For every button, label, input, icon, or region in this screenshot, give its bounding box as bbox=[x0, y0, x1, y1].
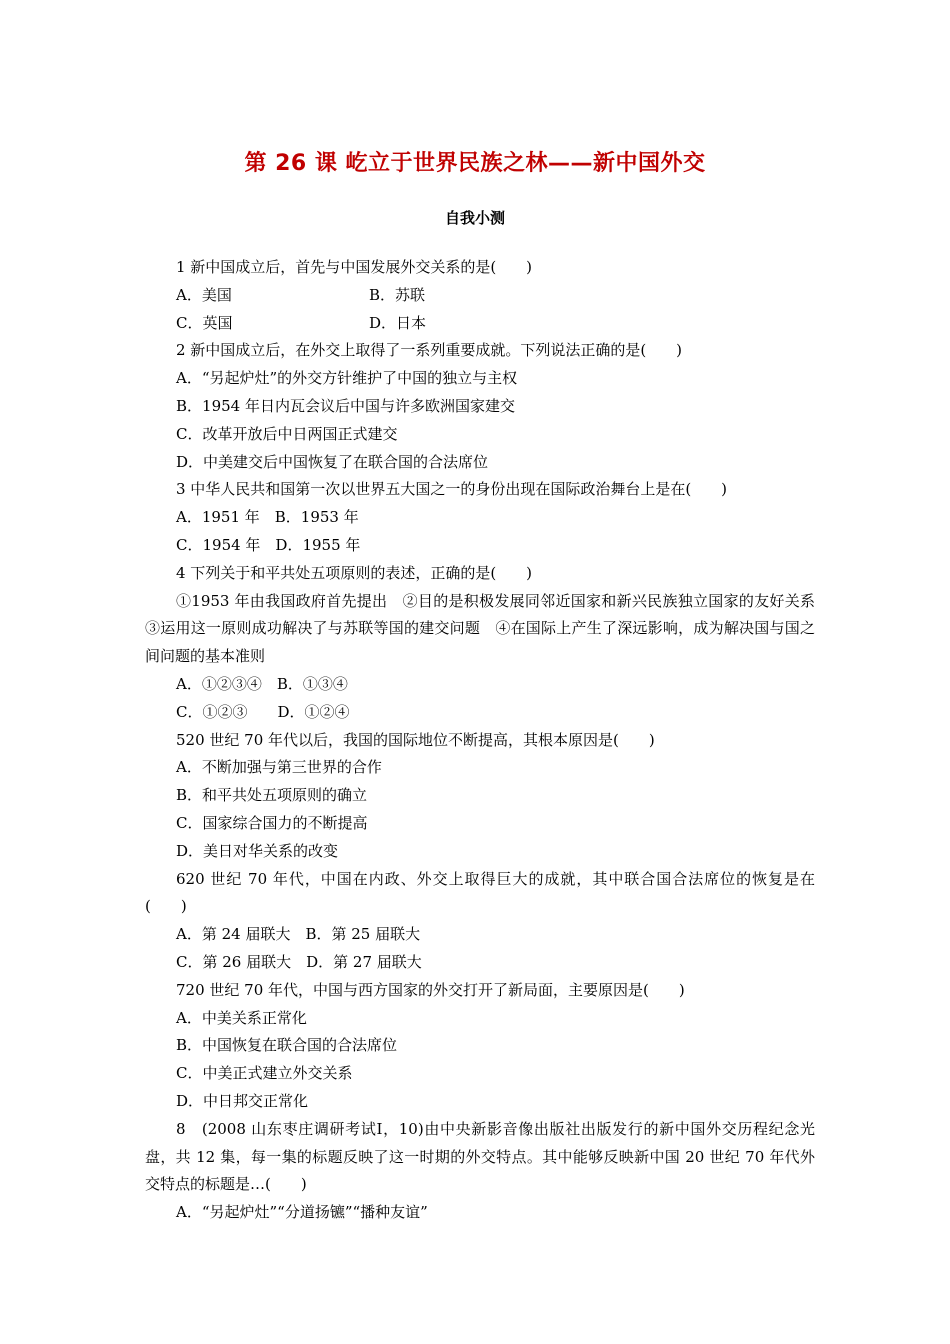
option-a: A．美国 bbox=[176, 285, 232, 304]
question-3-options-ab: A．1951 年 B．1953 年 bbox=[176, 508, 359, 527]
question-2-option-b: B．1954 年日内瓦会议后中国与许多欧洲国家建交 bbox=[176, 396, 515, 415]
option-b: B．苏联 bbox=[369, 285, 426, 304]
question-6-options-cd: C．第 26 届联大 D．第 27 届联大 bbox=[176, 952, 422, 971]
question-5-option-c: C．国家综合国力的不断提高 bbox=[176, 813, 368, 832]
question-8-stem: 8 (2008 山东枣庄调研考试Ⅰ，10)由中央新影音像出版社出版发行的新中国外交历程纪念光盘，共 12 集，每一集的标题反映了这一时期的外交特点。其中能够反映新中国 20 世纪 70 年代外交特点的标题是…( ) bbox=[145, 1119, 815, 1194]
question-7-option-c: C．中美正式建立外交关系 bbox=[176, 1064, 353, 1083]
question-8-option-a: A．“另起炉灶”“分道扬镳”“播种友谊” bbox=[176, 1203, 428, 1222]
question-1-options-ab bbox=[145, 282, 815, 310]
question-4-options-cd: C．①②③ D．①②④ bbox=[176, 702, 350, 721]
question-7-option-a: A．中美关系正常化 bbox=[176, 1008, 307, 1027]
question-4-options-ab: A．①②③④ B．①③④ bbox=[176, 674, 348, 693]
question-2-option-c: C．改革开放后中日两国正式建交 bbox=[176, 424, 398, 443]
question-2-stem: 2 新中国成立后，在外交上取得了一系列重要成就。下列说法正确的是( ) bbox=[176, 341, 683, 360]
section-subtitle: 自我小测 bbox=[444, 209, 505, 227]
question-1-options-cd bbox=[145, 310, 815, 338]
question-2-option-a: A．“另起炉灶”的外交方针维护了中国的独立与主权 bbox=[176, 369, 518, 388]
question-4-content: ①1953 年由我国政府首先提出 ②目的是积极发展同邻近国家和新兴民族独立国家的友好关系 ③运用这一原则成功解决了与苏联等国的建交问题 ④在国际上产生了深远影响，成为解决国与国之间问题的基本准则 bbox=[145, 591, 831, 666]
question-6-stem: 620 世纪 70 年代，中国在内政、外交上取得巨大的成就，其中联合国合法席位的恢复是在( ) bbox=[145, 869, 815, 916]
question-3-stem: 3 中华人民共和国第一次以世界五大国之一的身份出现在国际政治舞台上是在( ) bbox=[176, 480, 728, 499]
question-6-options-ab: A．第 24 届联大 B．第 25 届联大 bbox=[176, 925, 421, 944]
question-3-options-cd: C．1954 年 D．1955 年 bbox=[176, 535, 361, 554]
question-5-stem: 520 世纪 70 年代以后，我国的国际地位不断提高，其根本原因是( ) bbox=[176, 730, 655, 749]
question-4-stem: 4 下列关于和平共处五项原则的表述，正确的是( ) bbox=[176, 563, 533, 582]
question-list bbox=[145, 254, 831, 1227]
page-title: 第 26 课 屹立于世界民族之林——新中国外交 bbox=[244, 151, 706, 176]
question-7-option-d: D．中日邦交正常化 bbox=[176, 1091, 309, 1110]
question-7-option-b: B．中国恢复在联合国的合法席位 bbox=[176, 1036, 398, 1055]
question-5-option-b: B．和平共处五项原则的确立 bbox=[176, 786, 368, 805]
option-c: C．英国 bbox=[176, 313, 233, 332]
question-5-option-a: A．不断加强与第三世界的合作 bbox=[176, 758, 382, 777]
option-d: D．日本 bbox=[369, 313, 427, 332]
question-2-option-d: D．中美建交后中国恢复了在联合国的合法席位 bbox=[176, 452, 489, 471]
question-7-stem: 720 世纪 70 年代，中国与西方国家的外交打开了新局面，主要原因是( ) bbox=[176, 980, 685, 999]
question-1-stem: 1 新中国成立后，首先与中国发展外交关系的是( ) bbox=[176, 258, 533, 276]
question-5-option-d: D．美日对华关系的改变 bbox=[176, 841, 339, 860]
